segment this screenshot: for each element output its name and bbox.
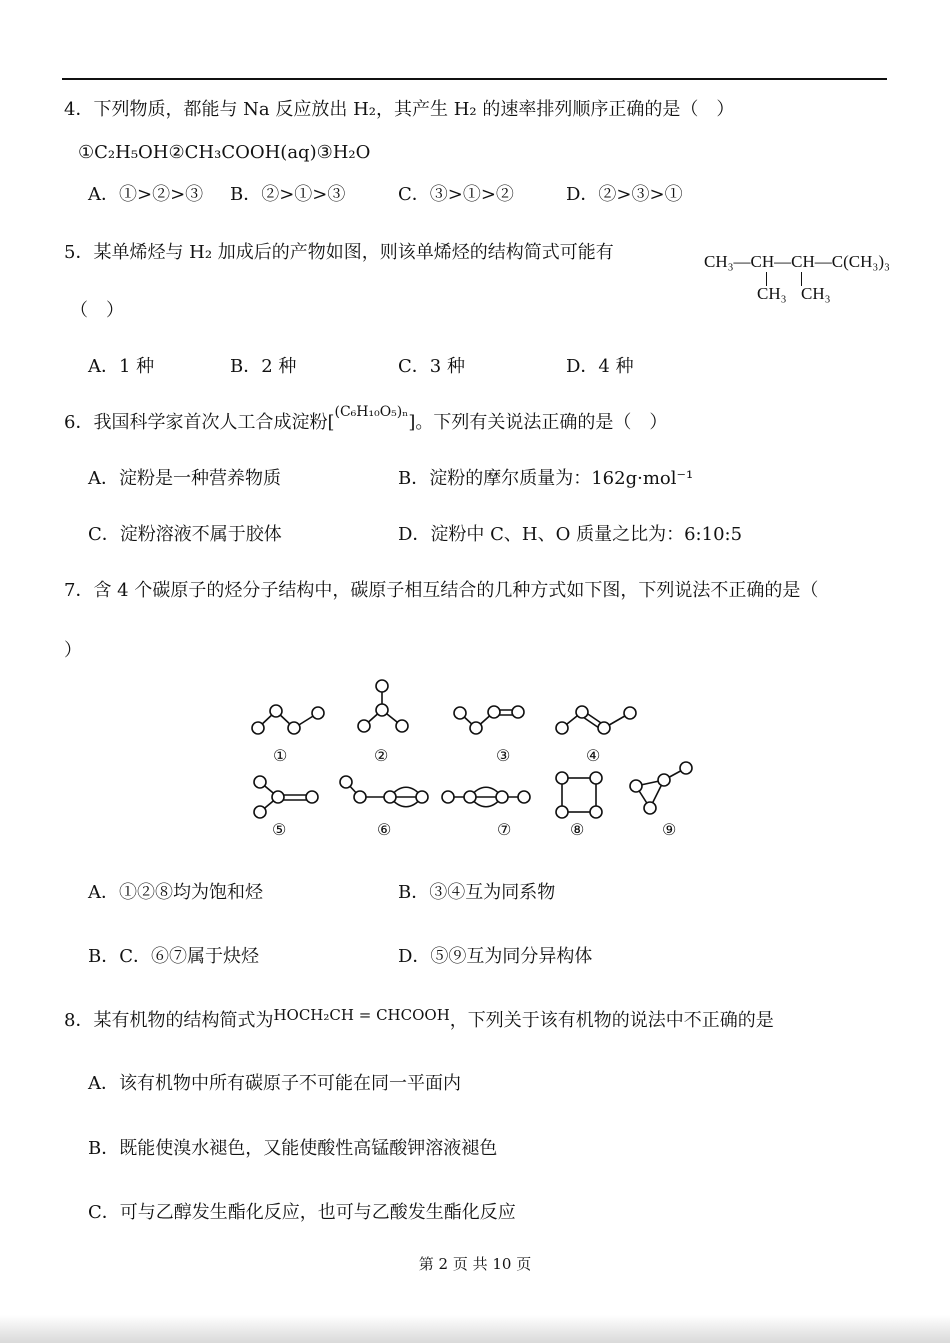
q6-stem	[64, 404, 668, 435]
q7-paren-close: ）	[64, 640, 82, 661]
figure-label-8: ⑧	[570, 820, 585, 839]
q8-stem	[64, 1006, 774, 1032]
skeleton-3	[454, 706, 524, 734]
q6-option-c: C．淀粉溶液不属于胶体	[88, 524, 282, 545]
q4-option-d: D．②>③>①	[566, 184, 683, 205]
q6-option-d: D．淀粉中 C、H、O 质量之比为：6:10:5	[398, 524, 743, 545]
q5-option-d: D．4 种	[566, 356, 634, 377]
scan-shadow	[0, 1315, 950, 1343]
q8-option-c: C．可与乙醇发生酯化反应，也可与乙酸发生酯化反应	[88, 1202, 516, 1223]
q8-formula: HOCH₂CH = CHCOOH	[273, 1006, 450, 1024]
q4-option-b: B．②>①>③	[230, 184, 346, 205]
q5-stem: 5．某单烯烃与 H₂ 加成后的产物如图，则该单烯烃的结构简式可能有	[64, 242, 614, 263]
q6-stem-b: ]。下列有关说法正确的是（ ）	[408, 412, 668, 433]
q6-option-a: A．淀粉是一种营养物质	[88, 468, 281, 489]
q4-option-c: C．③>①>②	[398, 184, 514, 205]
page-footer: 第 2 页 共 10 页	[418, 1255, 532, 1273]
q7-option-a: A．①②⑧均为饱和烃	[88, 882, 263, 903]
q7-option-d: D．⑤⑨互为同分异构体	[398, 946, 593, 967]
skeleton-4	[556, 706, 636, 734]
q6-formula: (C₆H₁₀O₅)ₙ	[334, 404, 409, 420]
q5-paren: （ ）	[70, 300, 124, 321]
q8-option-b: B．既能使溴水褪色，又能使酸性高锰酸钾溶液褪色	[88, 1138, 498, 1159]
skeleton-9	[630, 762, 692, 814]
figure-label-3: ③	[496, 746, 511, 765]
q8-option-a: A．该有机物中所有碳原子不可能在同一平面内	[88, 1073, 461, 1094]
skeleton-2	[358, 680, 408, 732]
q5-option-b: B．2 种	[230, 356, 297, 377]
structure-branch-2: CH₃	[801, 284, 831, 303]
figure-label-9: ⑨	[662, 820, 677, 839]
q6-option-b: B．淀粉的摩尔质量为：162g·mol⁻¹	[398, 468, 694, 489]
figure-label-7: ⑦	[497, 820, 512, 839]
q5-option-a: A．1 种	[88, 356, 155, 377]
skeleton-7	[442, 787, 530, 807]
q4-substances: ①C₂H₅OH②CH₃COOH(aq)③H₂O	[78, 142, 371, 163]
header-rule	[62, 78, 887, 80]
figure-label-6: ⑥	[377, 820, 392, 839]
q7-stem: 7．含 4 个碳原子的烃分子结构中，碳原子相互结合的几种方式如下图，下列说法不正确的是（	[64, 580, 819, 601]
structure-branch-1: CH₃	[757, 284, 787, 303]
skeleton-8	[556, 772, 602, 818]
q8-stem-a: 8．某有机物的结构简式为	[64, 1010, 274, 1031]
q7-option-b: B．③④互为同系物	[398, 882, 556, 903]
figure-label-5: ⑤	[272, 820, 287, 839]
figure-label-1: ①	[273, 746, 288, 765]
skeleton-6	[340, 776, 428, 807]
skeleton-1	[252, 705, 324, 734]
q8-stem-b: ，下列关于该有机物的说法中不正确的是	[449, 1010, 774, 1031]
structure-main-chain: CH₃—CH—CH—C(CH₃)₃	[704, 252, 890, 271]
q5-option-c: C．3 种	[398, 356, 465, 377]
q6-stem-a: 6．我国科学家首次人工合成淀粉[	[64, 412, 335, 433]
skeleton-5	[254, 776, 318, 818]
figure-label-4: ④	[586, 746, 601, 765]
q4-stem: 4．下列物质，都能与 Na 反应放出 H₂，其产生 H₂ 的速率排列顺序正确的是（ ）	[64, 99, 735, 120]
carbon-skeleton-figure	[240, 676, 710, 846]
figure-label-2: ②	[374, 746, 389, 765]
q4-option-a: A．①>②>③	[88, 184, 204, 205]
q7-option-c: B．C．⑥⑦属于炔烃	[88, 946, 259, 967]
